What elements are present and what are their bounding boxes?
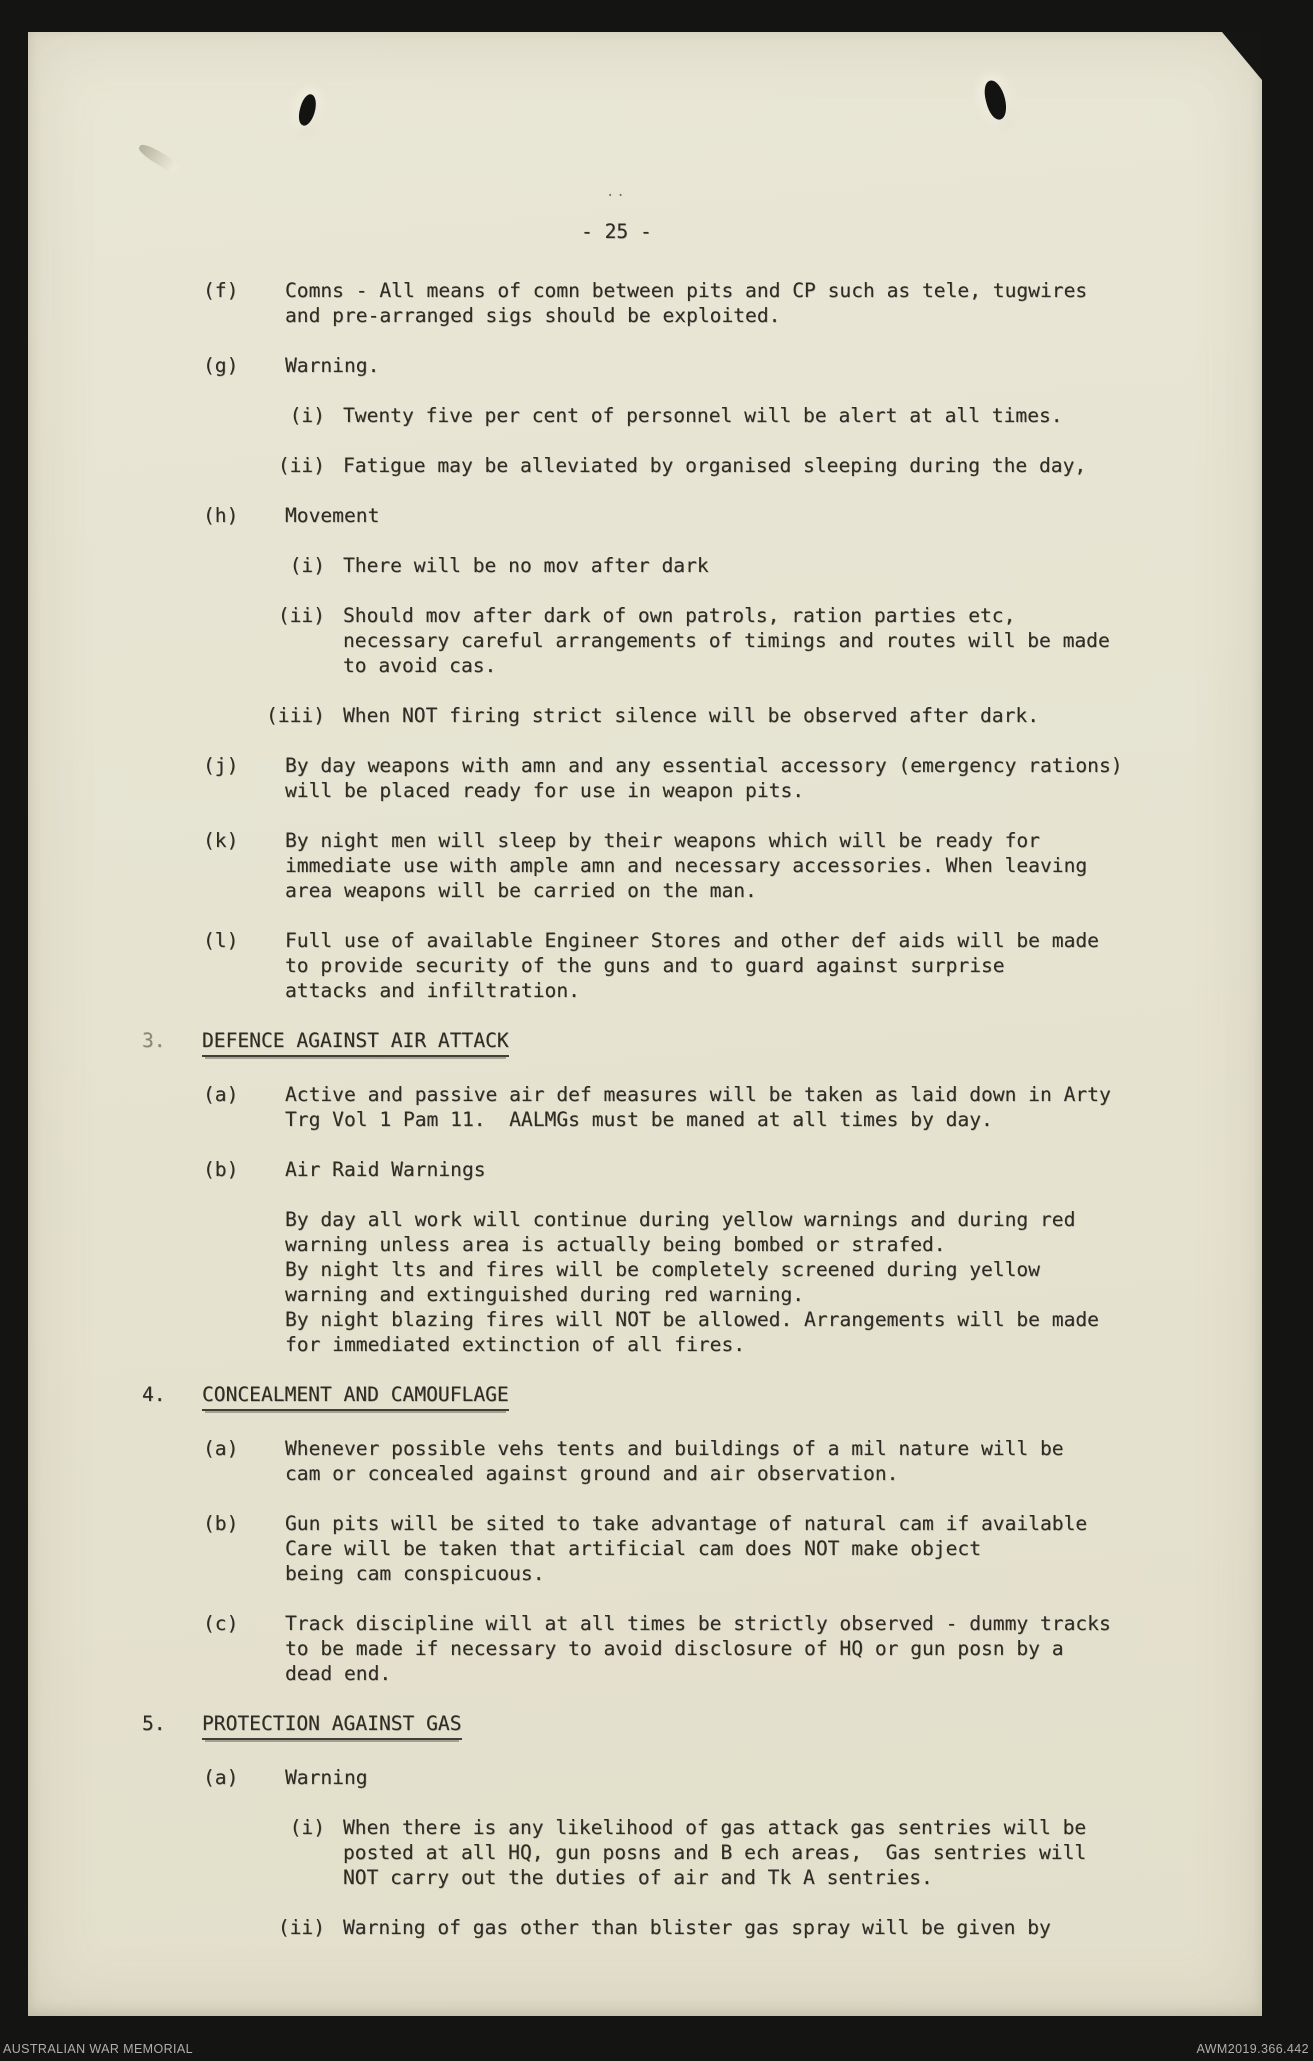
text-line: Active and passive air def measures will be taken as laid down in Arty [285, 1083, 1111, 1106]
text-line: for immediated extinction of all fires. [285, 1333, 746, 1356]
text-line: to avoid cas. [343, 654, 497, 677]
text-line: There will be no mov after dark [343, 554, 709, 577]
text-line: posted at all HQ, gun posns and B ech areas, Gas sentries will [343, 1841, 1087, 1864]
item-label: (ii) [277, 454, 325, 477]
item-label: (g) [203, 354, 239, 377]
item-label: (ii) [277, 1916, 325, 1939]
item-3b-body [28, 1207, 1262, 1357]
item-g-ii [28, 453, 1262, 478]
archive-watermark-left: AUSTRALIAN WAR MEMORIAL [3, 2042, 194, 2056]
item-j [28, 753, 1262, 803]
item-5a-ii [28, 1915, 1262, 1940]
item-f [28, 278, 1262, 328]
section-number: 5. [142, 1712, 166, 1735]
item-label: (j) [203, 754, 239, 777]
text-line: By day weapons with amn and any essential accessory (emergency rations) [285, 754, 1123, 777]
document-page [28, 32, 1262, 2016]
section-title: DEFENCE AGAINST AIR ATTACK [202, 1028, 509, 1057]
text-line: Full use of available Engineer Stores and other def aids will be made [285, 929, 1099, 952]
text-line: attacks and infiltration. [285, 979, 580, 1002]
text-line: area weapons will be carried on the man. [285, 879, 757, 902]
item-k [28, 828, 1262, 903]
item-label: (a) [203, 1083, 239, 1106]
text-line: Warning of gas other than blister gas spray will be given by [343, 1916, 1051, 1939]
item-5a-i [28, 1815, 1262, 1890]
text-line: warning and extinguished during red warning. [285, 1283, 805, 1306]
text-line: will be placed ready for use in weapon pits. [285, 779, 805, 802]
item-label: (c) [203, 1612, 239, 1635]
item-3a [28, 1082, 1262, 1132]
section-number: 4. [142, 1383, 166, 1406]
item-label: (l) [203, 929, 239, 952]
item-g [28, 353, 1262, 378]
text-line: to provide security of the guns and to guard against surprise [285, 954, 1005, 977]
text-line: Track discipline will at all times be strictly observed - dummy tracks [285, 1612, 1111, 1635]
text-line: Trg Vol 1 Pam 11. AALMGs must be maned at all times by day. [285, 1108, 993, 1131]
item-h-iii [28, 703, 1262, 728]
item-label: (f) [203, 279, 239, 302]
text-line: Movement [285, 504, 380, 527]
paper-tear-mark [137, 141, 188, 178]
document-body [28, 278, 1262, 1965]
text-line: Air Raid Warnings [285, 1158, 486, 1181]
item-label: (h) [203, 504, 239, 527]
text-line: Fatigue may be alleviated by organised sleeping during the day, [343, 454, 1087, 477]
text-line: immediate use with ample amn and necessary accessories. When leaving [285, 854, 1088, 877]
item-l [28, 928, 1262, 1003]
text-line: being cam conspicuous. [285, 1562, 545, 1585]
text-line: By night blazing fires will NOT be allowed. Arrangements will be made [285, 1308, 1099, 1331]
item-label: (ii) [277, 604, 325, 627]
item-label: (iii) [266, 704, 325, 727]
item-h-ii [28, 603, 1262, 678]
text-line: When NOT firing strict silence will be observed after dark. [343, 704, 1039, 727]
text-line: By night men will sleep by their weapons which will be ready for [285, 829, 1040, 852]
text-line: Care will be taken that artificial cam does NOT make object [285, 1537, 981, 1560]
text-line: Twenty five per cent of personnel will be alert at all times. [343, 404, 1063, 427]
item-label: (b) [203, 1512, 239, 1535]
section-title: PROTECTION AGAINST GAS [202, 1711, 462, 1740]
item-label: (i) [289, 1816, 325, 1839]
text-line: NOT carry out the duties of air and Tk A sentries. [343, 1866, 933, 1889]
section-title: CONCEALMENT AND CAMOUFLAGE [202, 1382, 509, 1411]
item-label: (b) [203, 1158, 239, 1181]
item-g-i [28, 403, 1262, 428]
text-line: When there is any likelihood of gas attack gas sentries will be [343, 1816, 1087, 1839]
text-line: to be made if necessary to avoid disclosure of HQ or gun posn by a [285, 1637, 1064, 1660]
item-h-i [28, 553, 1262, 578]
punch-hole-left [296, 93, 319, 128]
section-5-heading [28, 1711, 1262, 1740]
item-label: (a) [203, 1437, 239, 1460]
stray-ink-dots: .. [606, 184, 627, 200]
text-line: cam or concealed against ground and air observation. [285, 1462, 899, 1485]
section-4-heading [28, 1382, 1262, 1411]
text-line: By night lts and fires will be completely screened during yellow [285, 1258, 1040, 1281]
item-4b [28, 1511, 1262, 1586]
text-line: Gun pits will be sited to take advantage of natural cam if available [285, 1512, 1088, 1535]
text-line: dead end. [285, 1662, 392, 1685]
item-label: (i) [289, 554, 325, 577]
item-label: (a) [203, 1766, 239, 1789]
text-line: By day all work will continue during yellow warnings and during red [285, 1208, 1076, 1231]
item-3b [28, 1157, 1262, 1182]
section-number: 3. [142, 1029, 166, 1052]
text-line: Should mov after dark of own patrols, ration parties etc, [343, 604, 1016, 627]
item-4a [28, 1436, 1262, 1486]
text-line: Comns - All means of comn between pits and CP such as tele, tugwires [285, 279, 1088, 302]
text-line: Warning. [285, 354, 380, 377]
item-label: (k) [203, 829, 239, 852]
text-line: and pre-arranged sigs should be exploited. [285, 304, 781, 327]
text-line: Whenever possible vehs tents and buildings of a mil nature will be [285, 1437, 1064, 1460]
archive-reference-number: AWM2019.366.442 [1196, 2042, 1309, 2056]
punch-hole-right [981, 78, 1009, 121]
page-number: - 25 - [581, 220, 652, 243]
item-5a [28, 1765, 1262, 1790]
text-line: Warning [285, 1766, 368, 1789]
item-4c [28, 1611, 1262, 1686]
section-3-heading [28, 1028, 1262, 1057]
text-line: warning unless area is actually being bombed or strafed. [285, 1233, 946, 1256]
item-label: (i) [289, 404, 325, 427]
item-h [28, 503, 1262, 528]
text-line: necessary careful arrangements of timings and routes will be made [343, 629, 1110, 652]
